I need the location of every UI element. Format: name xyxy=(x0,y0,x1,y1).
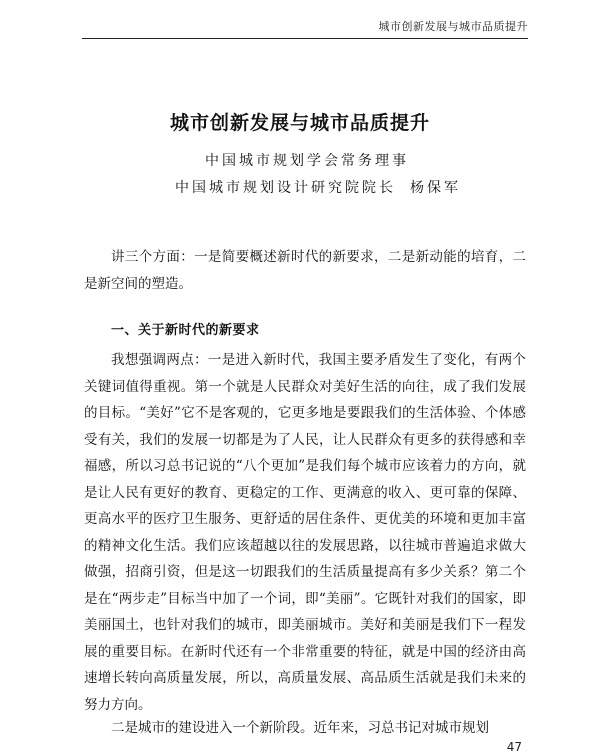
author-affiliation-line-2 xyxy=(175,177,461,197)
body-paragraph-block-1 xyxy=(84,347,526,718)
body-paragraph-1: 我想强调两点：一是进入新时代，我国主要矛盾发生了变化，有两个关键词值得重视。第一个就是人民群众对美好生活的向往，成了我们发展的目标。“美好”它不是客观的，它更多地是要跟我们的生活体验、个体感受有关，我们的发展一切都是为了人民，让人民群众有更多的获得感和幸福感，所以习总书记说的“八个更加”是我们每个城市应该着力的方向，就是让人民有更好的教育、更稳定的工作、更满意的收入、更可靠的保障、更高水平的医疗卫生服务、更舒适的居住条件、更优美的环境和更加丰富的精神文化生活。我们应该超越以往的发展思路，以往城市普遍追求做大做强，招商引资，但是这一切跟我们的生活质量提高有多少关系？第二个是在“两步走”目标当中加了一个词，即“美丽”。它既针对我们的国家，即美丽国土，也针对我们的城市，即美丽城市。美好和美丽是我们下一程发展的重要目标。在新时代还有一个非常重要的特征，就是中国的经济由高速增长转向高质量发展，所以，高质量发展、高品质生活就是我们未来的努力方向。 xyxy=(84,352,526,713)
author-affiliation-1: 中国城市规划学会常务理事 xyxy=(205,153,409,169)
intro-paragraph-block xyxy=(84,244,526,297)
author-affiliation-2: 中国城市规划设计研究院院长 xyxy=(175,180,396,196)
section-heading: 一、关于新时代的新要求 xyxy=(111,323,260,338)
running-header xyxy=(82,16,528,39)
page-number: 47 xyxy=(506,740,522,754)
body-paragraph-block-2 xyxy=(84,715,526,742)
body-paragraph-2: 二是城市的建设进入一个新阶段。近年来，习总书记对城市规划 xyxy=(111,720,489,736)
author-name: 杨保军 xyxy=(410,180,461,196)
intro-paragraph: 讲三个方面：一是简要概述新时代的新要求，二是新动能的培育，二是新空间的塑造。 xyxy=(84,249,526,292)
running-head-title: 城市创新发展与城市品质提升 xyxy=(378,20,528,33)
article-title: 城市创新发展与城市品质提升 xyxy=(169,112,430,134)
